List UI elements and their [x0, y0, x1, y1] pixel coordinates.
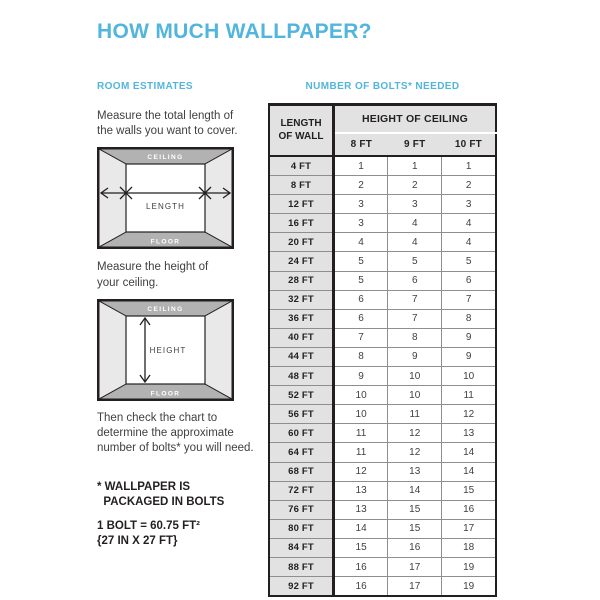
wall-length-label: 64 FT	[269, 443, 334, 462]
bolt-count-cell: 14	[388, 481, 442, 500]
wall-length-label: 84 FT	[269, 538, 334, 557]
bolt-count-cell: 14	[442, 443, 496, 462]
wall-length-label: 48 FT	[269, 367, 334, 386]
bolt-count-cell: 15	[442, 481, 496, 500]
step-measure-height: Measure the height of your ceiling.	[97, 261, 209, 289]
wall-length-label: 40 FT	[269, 328, 334, 347]
bolt-size-info: 1 BOLT = 60.75 FT² {27 IN X 27 FT}	[97, 520, 200, 548]
bolt-count-cell: 4	[442, 233, 496, 252]
bolt-count-cell: 10	[388, 367, 442, 386]
step-check-chart: Then check the chart to determine the approximate number of bolts* you will need.	[97, 411, 254, 455]
wall-length-label: 8 FT	[269, 176, 334, 195]
table-row	[269, 557, 496, 576]
bolt-count-cell: 3	[442, 195, 496, 214]
step-measure-length: Measure the total length of the walls you want to cover.	[97, 110, 238, 138]
table-row	[269, 367, 496, 386]
bolt-count-cell: 5	[334, 252, 388, 271]
bolt-count-cell: 11	[442, 386, 496, 405]
bolt-count-cell: 11	[388, 405, 442, 424]
table-row	[269, 156, 496, 176]
bolt-count-cell: 2	[442, 176, 496, 195]
bolt-count-cell: 8	[334, 347, 388, 366]
ceiling-label: CEILING	[147, 154, 184, 162]
bolt-count-cell: 16	[388, 538, 442, 557]
bolt-count-cell: 16	[334, 557, 388, 576]
wall-length-label: 60 FT	[269, 424, 334, 443]
table-row	[269, 233, 496, 252]
floor-label: FLOOR	[150, 390, 181, 398]
bolt-count-cell: 2	[334, 176, 388, 195]
bolt-count-cell: 17	[442, 519, 496, 538]
bolt-count-cell: 17	[388, 577, 442, 597]
bolt-count-cell: 2	[388, 176, 442, 195]
wall-length-label: 68 FT	[269, 462, 334, 481]
bolts-table-heading: NUMBER OF BOLTS* NEEDED	[305, 81, 460, 92]
bolt-count-cell: 13	[442, 424, 496, 443]
table-row	[269, 481, 496, 500]
bolt-count-cell: 1	[388, 156, 442, 176]
bolt-count-cell: 18	[442, 538, 496, 557]
bolt-count-cell: 10	[388, 386, 442, 405]
height-arrow-label: HEIGHT	[149, 345, 187, 355]
bolt-count-cell: 14	[334, 519, 388, 538]
bolt-count-cell: 9	[334, 367, 388, 386]
col-header-10ft: 10 FT	[442, 133, 496, 156]
bolt-count-cell: 12	[334, 462, 388, 481]
bolt-count-cell: 7	[388, 290, 442, 309]
table-row	[269, 176, 496, 195]
wall-length-label: 72 FT	[269, 481, 334, 500]
bolts-table	[268, 103, 497, 597]
bolt-count-cell: 5	[388, 252, 442, 271]
bolt-count-cell: 10	[334, 386, 388, 405]
bolt-count-cell: 19	[442, 577, 496, 597]
wall-length-label: 20 FT	[269, 233, 334, 252]
bolt-count-cell: 9	[442, 347, 496, 366]
col-header-8ft: 8 FT	[334, 133, 388, 156]
table-row	[269, 519, 496, 538]
bolt-count-cell: 4	[388, 233, 442, 252]
bolt-count-cell: 4	[334, 233, 388, 252]
bolt-count-cell: 12	[388, 443, 442, 462]
table-row	[269, 195, 496, 214]
wall-length-label: 92 FT	[269, 577, 334, 597]
wall-length-label: 12 FT	[269, 195, 334, 214]
header-row-group	[269, 105, 496, 134]
wall-length-label: 88 FT	[269, 557, 334, 576]
page-title: HOW MUCH WALLPAPER?	[97, 20, 372, 43]
wall-length-label: 28 FT	[269, 271, 334, 290]
bolt-count-cell: 8	[442, 309, 496, 328]
wall-length-label: 24 FT	[269, 252, 334, 271]
bolt-count-cell: 13	[334, 481, 388, 500]
right-wall	[205, 149, 232, 247]
bolt-count-cell: 3	[334, 214, 388, 233]
bolt-count-cell: 11	[334, 424, 388, 443]
bolt-count-cell: 6	[334, 309, 388, 328]
bolt-count-cell: 13	[334, 500, 388, 519]
bolts-needed-section	[268, 80, 497, 597]
bolt-count-cell: 1	[334, 156, 388, 176]
bolt-count-cell: 6	[388, 271, 442, 290]
group-header: HEIGHT OF CEILING	[334, 105, 497, 134]
bolt-count-cell: 12	[388, 424, 442, 443]
length-arrow-label: LENGTH	[145, 202, 186, 212]
col-header-9ft: 9 FT	[388, 133, 442, 156]
wall-length-label: 76 FT	[269, 500, 334, 519]
wall-length-label: 4 FT	[269, 156, 334, 176]
bolt-count-cell: 7	[334, 328, 388, 347]
bolt-count-cell: 8	[388, 328, 442, 347]
wall-length-label: 36 FT	[269, 309, 334, 328]
wall-length-label: 80 FT	[269, 519, 334, 538]
left-wall	[99, 301, 126, 399]
bolt-count-cell: 13	[388, 462, 442, 481]
room-estimates-heading: ROOM ESTIMATES	[97, 81, 193, 92]
right-wall	[205, 301, 232, 399]
bolt-count-cell: 14	[442, 462, 496, 481]
bolt-count-cell: 6	[442, 271, 496, 290]
bolt-count-cell: 15	[388, 519, 442, 538]
table-row	[269, 290, 496, 309]
room-estimates-section	[97, 80, 259, 549]
table-row	[269, 309, 496, 328]
bolt-count-cell: 19	[442, 557, 496, 576]
wall-length-label: 44 FT	[269, 347, 334, 366]
bolt-count-cell: 7	[442, 290, 496, 309]
table-row	[269, 386, 496, 405]
bolt-count-cell: 16	[334, 577, 388, 597]
ceiling-label: CEILING	[147, 305, 184, 313]
bolt-count-cell: 15	[388, 500, 442, 519]
room-height-diagram	[97, 299, 234, 401]
bolt-count-cell: 11	[334, 443, 388, 462]
bolt-count-cell: 16	[442, 500, 496, 519]
left-wall	[99, 149, 126, 247]
bolts-table-body	[269, 156, 496, 596]
table-row	[269, 347, 496, 366]
floor-label: FLOOR	[150, 238, 181, 246]
bolt-count-cell: 9	[442, 328, 496, 347]
bolt-count-cell: 6	[334, 290, 388, 309]
table-row	[269, 328, 496, 347]
bolt-count-cell: 5	[334, 271, 388, 290]
room-length-diagram	[97, 147, 234, 249]
bolt-count-cell: 4	[442, 214, 496, 233]
bolt-count-cell: 1	[442, 156, 496, 176]
wallpaper-footnote: * WALLPAPER IS PACKAGED IN BOLTS	[97, 481, 225, 509]
bolt-count-cell: 10	[442, 367, 496, 386]
bolt-count-cell: 5	[442, 252, 496, 271]
corner-header: LENGTH OF WALL	[269, 105, 334, 157]
bolt-count-cell: 12	[442, 405, 496, 424]
table-row	[269, 424, 496, 443]
bolt-count-cell: 10	[334, 405, 388, 424]
table-row	[269, 538, 496, 557]
wall-length-label: 52 FT	[269, 386, 334, 405]
bolt-count-cell: 3	[334, 195, 388, 214]
table-row	[269, 271, 496, 290]
bolt-count-cell: 3	[388, 195, 442, 214]
table-row	[269, 405, 496, 424]
bolt-count-cell: 4	[388, 214, 442, 233]
table-row	[269, 462, 496, 481]
back-wall	[126, 164, 205, 232]
bolt-count-cell: 9	[388, 347, 442, 366]
table-row	[269, 443, 496, 462]
wall-length-label: 56 FT	[269, 405, 334, 424]
table-row	[269, 252, 496, 271]
bolt-count-cell: 17	[388, 557, 442, 576]
wall-length-label: 32 FT	[269, 290, 334, 309]
table-row	[269, 214, 496, 233]
table-row	[269, 500, 496, 519]
bolt-count-cell: 7	[388, 309, 442, 328]
wall-length-label: 16 FT	[269, 214, 334, 233]
bolt-count-cell: 15	[334, 538, 388, 557]
table-row	[269, 577, 496, 597]
